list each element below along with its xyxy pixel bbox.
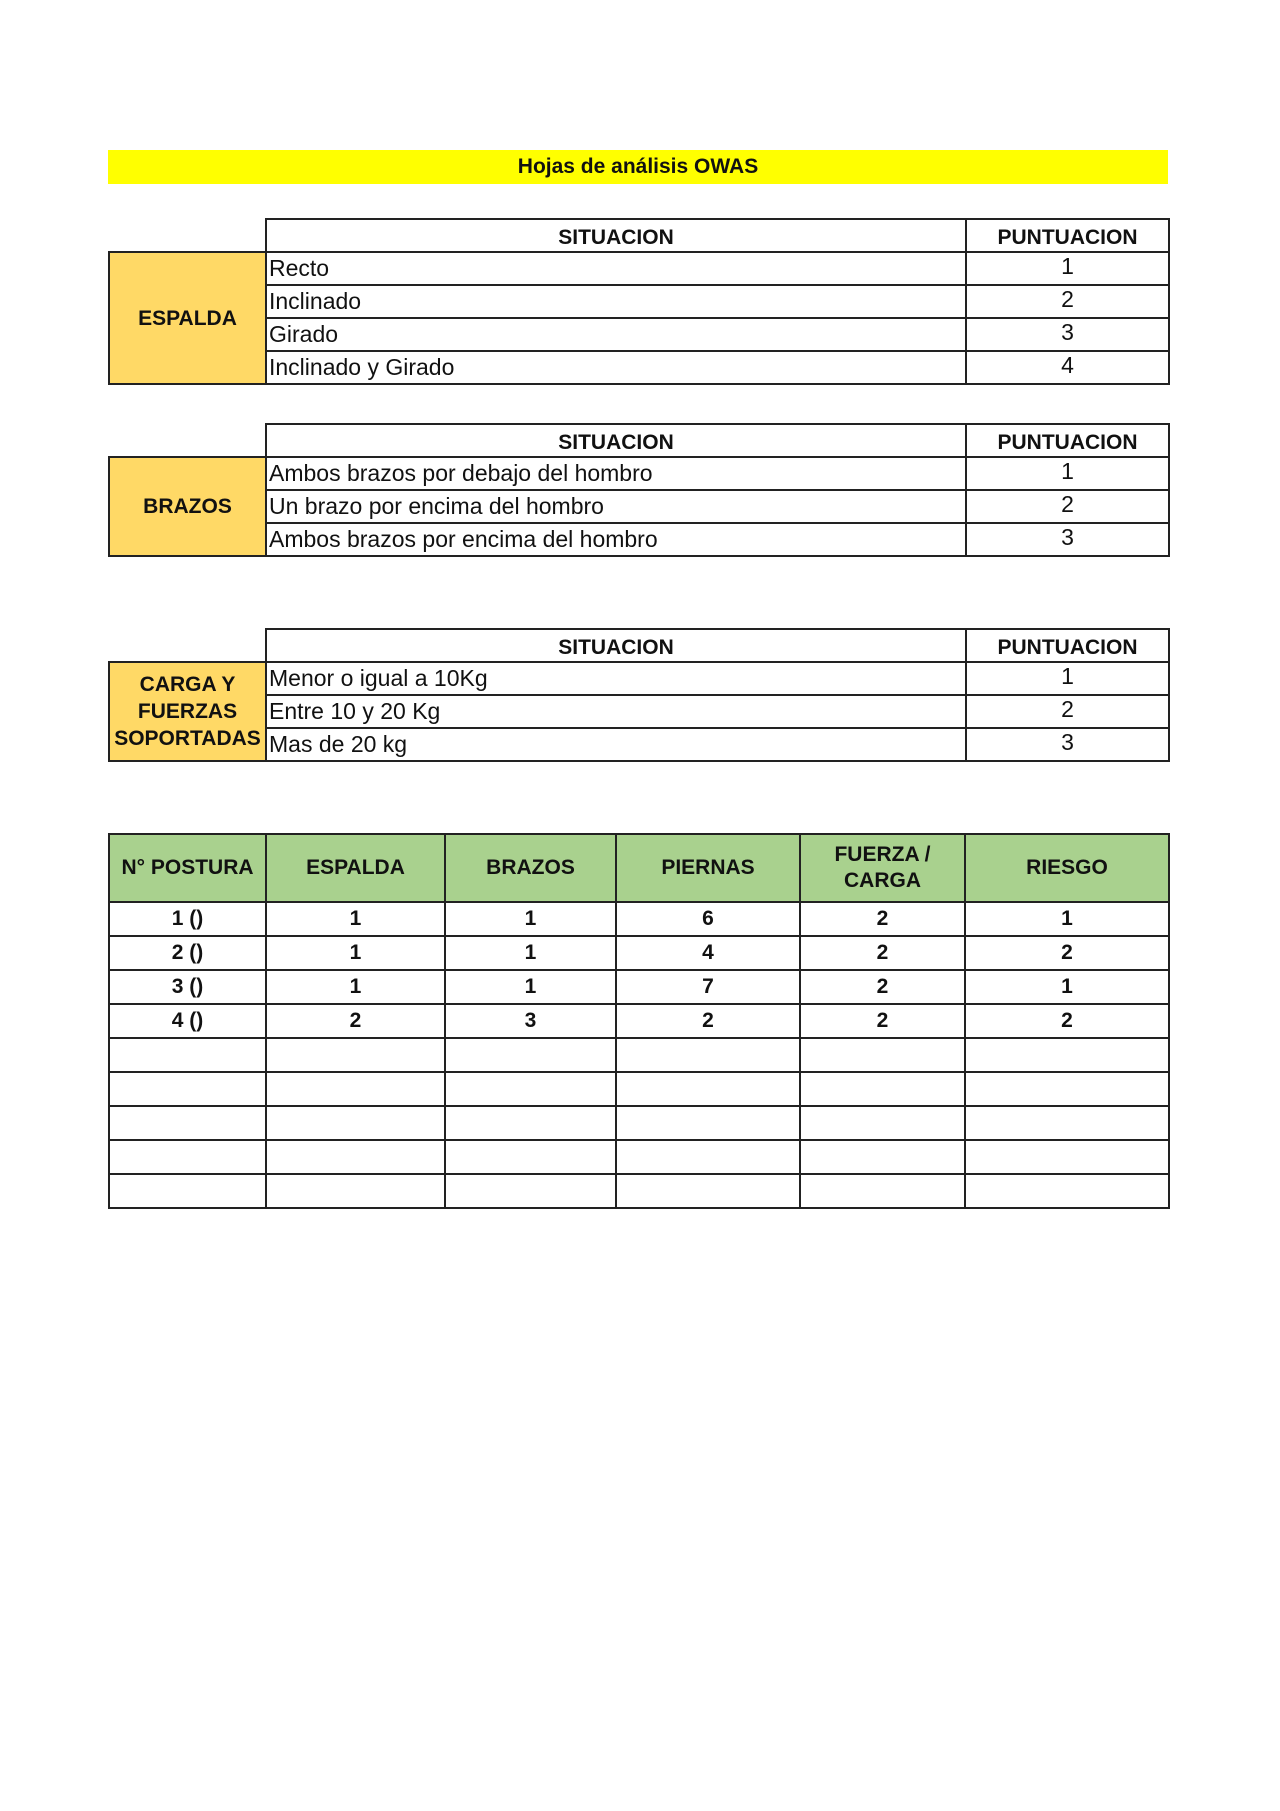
- situacion-cell: Mas de 20 kg: [266, 728, 966, 761]
- brazos-cell: [445, 1038, 616, 1072]
- brazos-cell: 1: [445, 970, 616, 1004]
- puntuacion-cell: 1: [966, 662, 1169, 695]
- brazos-header-row: [109, 424, 1169, 457]
- table-row: [109, 523, 1169, 556]
- situacion-header: SITUACION: [266, 219, 966, 252]
- espalda-cell: [266, 1174, 445, 1208]
- espalda-header: ESPALDA: [266, 834, 445, 902]
- piernas-cell: [616, 1106, 800, 1140]
- riesgo-cell: [965, 1038, 1169, 1072]
- espalda-table: [108, 218, 1170, 385]
- piernas-header: PIERNAS: [616, 834, 800, 902]
- espalda-cell: 1: [266, 902, 445, 936]
- piernas-cell: 2: [616, 1004, 800, 1038]
- situacion-header: SITUACION: [266, 629, 966, 662]
- brazos-label: BRAZOS: [109, 457, 266, 556]
- piernas-cell: 7: [616, 970, 800, 1004]
- riesgo-cell: 1: [965, 902, 1169, 936]
- carga-label-line: CARGA Y: [139, 673, 236, 696]
- table-row: [109, 1140, 1169, 1174]
- fuerza-carga-cell: [800, 1038, 965, 1072]
- fuerza-carga-cell: [800, 1072, 965, 1106]
- brazos-cell: [445, 1106, 616, 1140]
- blank-cell: [109, 219, 266, 252]
- situacion-cell: Ambos brazos por encima del hombro: [266, 523, 966, 556]
- table-row: [109, 970, 1169, 1004]
- postura-header: N° POSTURA: [109, 834, 266, 902]
- results-header-row: [109, 834, 1169, 902]
- table-row: [109, 1038, 1169, 1072]
- puntuacion-cell: 2: [966, 285, 1169, 318]
- brazos-cell: 3: [445, 1004, 616, 1038]
- riesgo-cell: [965, 1140, 1169, 1174]
- situacion-cell: Entre 10 y 20 Kg: [266, 695, 966, 728]
- puntuacion-cell: 2: [966, 695, 1169, 728]
- puntuacion-cell: 3: [966, 318, 1169, 351]
- puntuacion-cell: 3: [966, 728, 1169, 761]
- fuerza-carga-header: [800, 834, 965, 902]
- brazos-cell: [445, 1072, 616, 1106]
- postura-cell: [109, 1106, 266, 1140]
- table-row: [109, 936, 1169, 970]
- postura-cell: 1 (): [109, 902, 266, 936]
- postura-cell: 3 (): [109, 970, 266, 1004]
- table-row: [109, 351, 1169, 384]
- table-row: [109, 285, 1169, 318]
- carga-label: [109, 662, 266, 761]
- table-row: [109, 318, 1169, 351]
- piernas-cell: [616, 1174, 800, 1208]
- results-body: [109, 902, 1169, 1208]
- table-row: [109, 1004, 1169, 1038]
- piernas-cell: 6: [616, 902, 800, 936]
- brazos-cell: [445, 1174, 616, 1208]
- situacion-cell: Menor o igual a 10Kg: [266, 662, 966, 695]
- fuerza-carga-cell: 2: [800, 970, 965, 1004]
- situacion-header: SITUACION: [266, 424, 966, 457]
- fuerza-carga-cell: 2: [800, 1004, 965, 1038]
- situacion-cell: Ambos brazos por debajo del hombro: [266, 457, 966, 490]
- carga-table: [108, 628, 1170, 762]
- espalda-cell: 2: [266, 1004, 445, 1038]
- espalda-cell: 1: [266, 936, 445, 970]
- espalda-header-row: [109, 219, 1169, 252]
- riesgo-cell: 2: [965, 1004, 1169, 1038]
- table-row: [109, 662, 1169, 695]
- fuerza-carga-cell: [800, 1174, 965, 1208]
- postura-cell: [109, 1174, 266, 1208]
- brazos-header: BRAZOS: [445, 834, 616, 902]
- brazos-cell: 1: [445, 936, 616, 970]
- puntuacion-header: PUNTUACION: [966, 424, 1169, 457]
- riesgo-cell: 2: [965, 936, 1169, 970]
- puntuacion-cell: 3: [966, 523, 1169, 556]
- espalda-label: ESPALDA: [109, 252, 266, 384]
- piernas-cell: 4: [616, 936, 800, 970]
- riesgo-header: RIESGO: [965, 834, 1169, 902]
- situacion-cell: Inclinado y Girado: [266, 351, 966, 384]
- espalda-cell: [266, 1072, 445, 1106]
- piernas-cell: [616, 1072, 800, 1106]
- carga-label-line: FUERZAS: [137, 700, 238, 723]
- table-row: [109, 252, 1169, 285]
- fuerza-carga-cell: 2: [800, 902, 965, 936]
- riesgo-cell: [965, 1174, 1169, 1208]
- postura-cell: 4 (): [109, 1004, 266, 1038]
- fuerza-carga-cell: 2: [800, 936, 965, 970]
- riesgo-cell: [965, 1072, 1169, 1106]
- espalda-cell: [266, 1106, 445, 1140]
- table-row: [109, 728, 1169, 761]
- situacion-cell: Recto: [266, 252, 966, 285]
- carga-header-row: [109, 629, 1169, 662]
- table-row: [109, 1072, 1169, 1106]
- blank-cell: [109, 424, 266, 457]
- table-row: [109, 457, 1169, 490]
- carga-label-line: SOPORTADAS: [114, 727, 261, 750]
- table-row: [109, 1106, 1169, 1140]
- carga-header-line: CARGA: [844, 869, 921, 892]
- brazos-cell: 1: [445, 902, 616, 936]
- riesgo-cell: [965, 1106, 1169, 1140]
- riesgo-cell: 1: [965, 970, 1169, 1004]
- blank-cell: [109, 629, 266, 662]
- puntuacion-cell: 4: [966, 351, 1169, 384]
- piernas-cell: [616, 1038, 800, 1072]
- situacion-cell: Un brazo por encima del hombro: [266, 490, 966, 523]
- fuerza-carga-cell: [800, 1140, 965, 1174]
- postura-cell: [109, 1072, 266, 1106]
- puntuacion-header: PUNTUACION: [966, 219, 1169, 252]
- puntuacion-header: PUNTUACION: [966, 629, 1169, 662]
- postura-cell: 2 (): [109, 936, 266, 970]
- situacion-cell: Inclinado: [266, 285, 966, 318]
- results-table: [108, 833, 1170, 1209]
- espalda-cell: 1: [266, 970, 445, 1004]
- postura-cell: [109, 1038, 266, 1072]
- espalda-cell: [266, 1038, 445, 1072]
- table-row: [109, 490, 1169, 523]
- espalda-cell: [266, 1140, 445, 1174]
- piernas-cell: [616, 1140, 800, 1174]
- table-row: [109, 1174, 1169, 1208]
- brazos-table: [108, 423, 1170, 557]
- puntuacion-cell: 2: [966, 490, 1169, 523]
- table-row: [109, 695, 1169, 728]
- fuerza-carga-cell: [800, 1106, 965, 1140]
- fuerza-header-line: FUERZA /: [834, 843, 931, 866]
- sheet-title: Hojas de análisis OWAS: [108, 150, 1168, 184]
- puntuacion-cell: 1: [966, 457, 1169, 490]
- table-row: [109, 902, 1169, 936]
- situacion-cell: Girado: [266, 318, 966, 351]
- puntuacion-cell: 1: [966, 252, 1169, 285]
- brazos-cell: [445, 1140, 616, 1174]
- postura-cell: [109, 1140, 266, 1174]
